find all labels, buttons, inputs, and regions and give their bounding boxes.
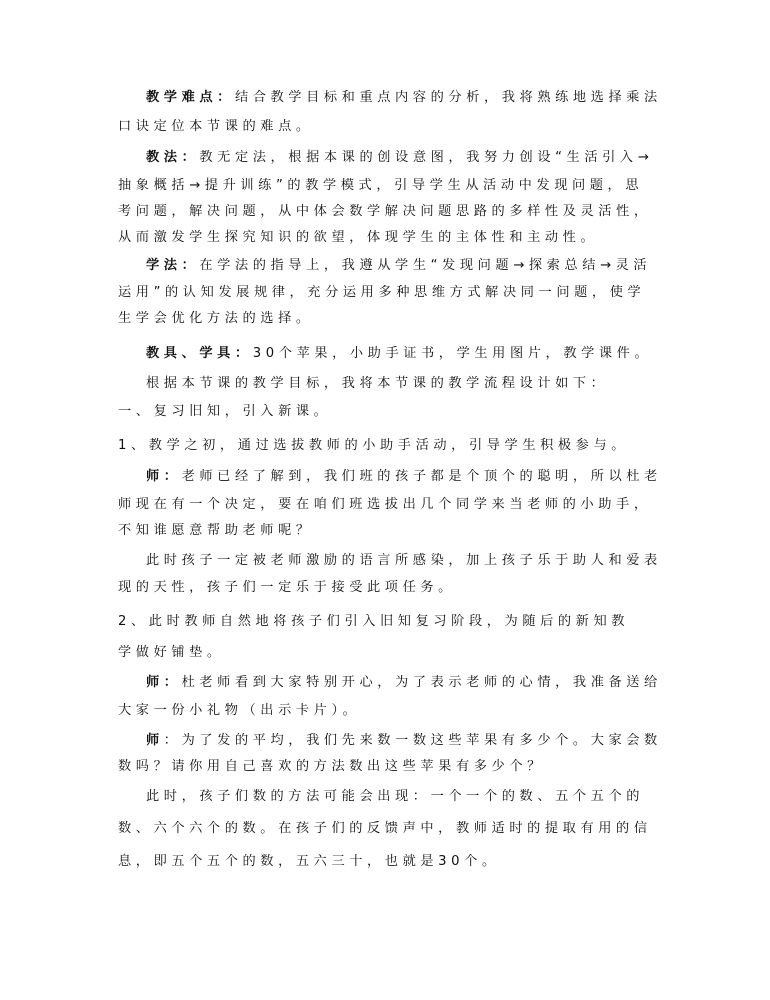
line-text: 考问题，解决问题，从中体会数学解决问题思路的多样性及灵活性， (118, 204, 652, 219)
para-line (118, 495, 658, 515)
line-text: 口诀定位本节课的难点。 (118, 119, 314, 134)
para-line (118, 283, 658, 303)
bold-label: 师： (146, 675, 182, 690)
para-line (118, 757, 658, 777)
para-line (118, 202, 658, 222)
para-line (118, 612, 658, 632)
line-text: 杜老师看到大家特别开心，为了表示老师的心情，我准备送给 (181, 675, 662, 690)
para-line (118, 436, 658, 456)
para-line (146, 787, 658, 807)
line-text: 师现在有一个决定，要在咱们班选拔出几个同学来当老师的小助手， (118, 497, 652, 512)
para-line (146, 374, 658, 394)
line-text: 一、复习旧知，引入新课。 (118, 404, 332, 419)
para-line (146, 467, 662, 487)
line-text: 30个苹果，小助手证书，学生用图片，教学课件。 (252, 346, 653, 361)
line-text: 此时，孩子们数的方法可能会出现：一个一个的数、五个五个的 (146, 789, 645, 804)
line-text: 学做好铺垫。 (118, 645, 225, 660)
line-text: 教无定法，根据本课的创设意图，我努力创设“生活引入→ (199, 150, 654, 165)
para-line (146, 673, 662, 693)
para-line (118, 643, 658, 663)
para-line (118, 117, 658, 137)
para-line (118, 176, 658, 196)
para-line (118, 819, 658, 839)
para-line (118, 578, 658, 598)
para-line (146, 551, 662, 571)
line-text: 从而激发学生探究知识的欲望，体现学生的主体性和主动性。 (118, 230, 599, 245)
para-line (118, 701, 658, 721)
line-text: 生学会优化方法的选择。 (118, 311, 314, 326)
bold-label: 师 (146, 733, 164, 748)
line-text: 息，即五个五个的数，五六三十，也就是30个。 (118, 854, 500, 869)
para-line (118, 228, 658, 248)
bold-label: 教学难点： (146, 90, 235, 105)
line-text: 数、六个六个的数。在孩子们的反馈声中，教师适时的提取有用的信 (118, 821, 652, 836)
line-text: ：为了发的平均，我们先来数一数这些苹果有多少个。大家会数 (163, 733, 662, 748)
line-text: 结合教学目标和重点内容的分析，我将熟练地选择乘法 (234, 90, 662, 105)
line-text: 抽象概括→提升训练”的教学模式，引导学生从活动中发现问题，思 (118, 178, 644, 193)
line-text: 不知谁愿意帮助老师呢？ (118, 523, 314, 538)
para-line (146, 88, 662, 108)
line-text: 在学法的指导上，我遵从学生“发现问题→探索总结→灵活 (199, 258, 652, 273)
para-line (118, 309, 658, 329)
para-line (118, 402, 658, 422)
line-text: 现的天性，孩子们一定乐于接受此项任务。 (118, 580, 456, 595)
para-line (118, 521, 658, 541)
line-text: 运用”的认知发展规律，充分运用多种思维方式解决同一问题，使学 (118, 285, 646, 300)
line-text: 此时孩子一定被老师激励的语言所感染，加上孩子乐于助人和爱表 (146, 553, 662, 568)
bold-label: 教法： (146, 150, 200, 165)
para-line (146, 256, 658, 276)
para-line (146, 344, 658, 364)
para-line (118, 852, 658, 872)
line-text: 根据本节课的教学目标，我将本节课的教学流程设计如下： (146, 376, 609, 391)
para-line (146, 731, 662, 751)
bold-label: 学法： (146, 258, 200, 273)
line-text: 大家一份小礼物（出示卡片）。 (118, 703, 361, 718)
line-text: 老师已经了解到，我们班的孩子都是个顶个的聪明，所以杜老 (181, 469, 662, 484)
line-text: 2、此时教师自然地将孩子们引入旧知复习阶段，为随后的新知教 (118, 614, 630, 629)
line-text: 数吗？请你用自己喜欢的方法数出这些苹果有多少个？ (118, 759, 545, 774)
bold-label: 师： (146, 469, 182, 484)
bold-label: 教具、学具： (146, 346, 253, 361)
line-text: 1、教学之初，通过选拔教师的小助手活动，引导学生积极参与。 (118, 438, 630, 453)
para-line (146, 148, 658, 168)
